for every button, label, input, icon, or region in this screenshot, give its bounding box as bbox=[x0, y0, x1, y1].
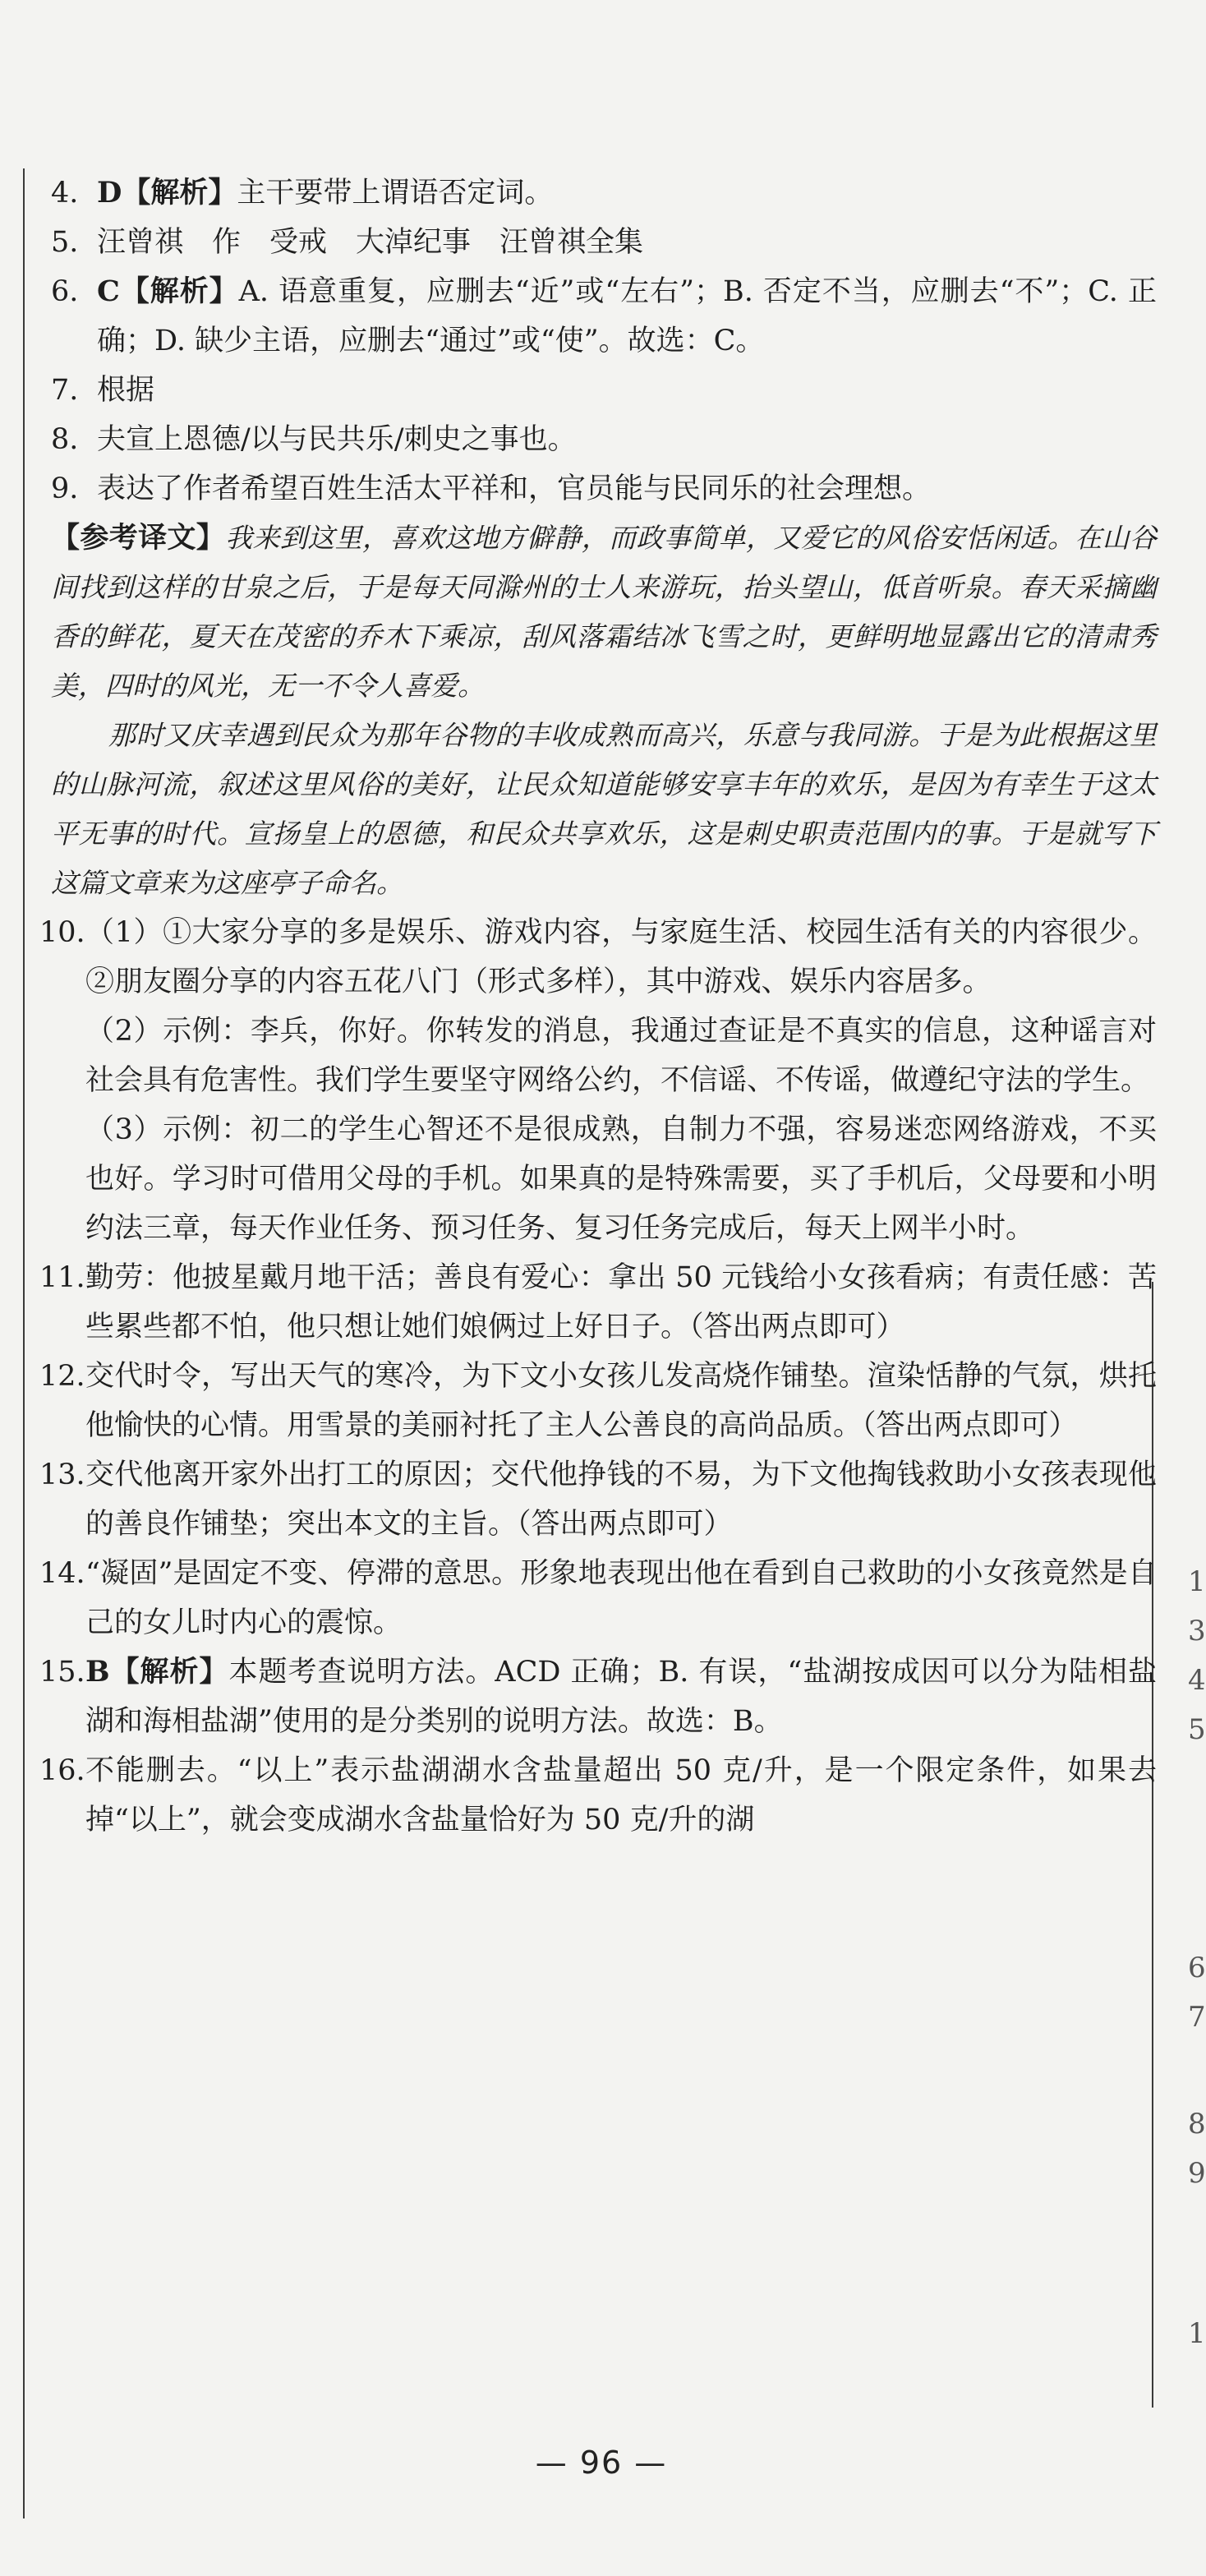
item-number: 6. bbox=[51, 275, 79, 308]
item-text: 汪曾祺 作 受戒 大淖纪事 汪曾祺全集 bbox=[97, 226, 644, 259]
edge-digit: 7 bbox=[1188, 2001, 1206, 2034]
answer-item-5 bbox=[39, 218, 1157, 267]
item-text: 本题考查说明方法。ACD 正确；B. 有误，“盐湖按成因可以分为陆相盐湖和海相盐湖”使用的是分类别的说明方法。故选：B。 bbox=[85, 1656, 1157, 1738]
page-number: — 96 — bbox=[535, 2445, 668, 2481]
item-number: 7. bbox=[51, 374, 79, 407]
item-number: 11. bbox=[39, 1261, 85, 1294]
item-text: 根据 bbox=[97, 374, 155, 407]
item-text: 交代他离开家外出打工的原因；交代他挣钱的不易，为下文他掏钱救助小女孩表现他的善良作铺垫；突出本文的主旨。（答出两点即可） bbox=[85, 1459, 1157, 1541]
item-number: 5. bbox=[51, 226, 79, 259]
item-tag: B【解析】 bbox=[85, 1655, 229, 1689]
answer-item-14 bbox=[39, 1549, 1157, 1647]
edge-digit: 1 bbox=[1188, 2317, 1206, 2350]
answer-item-15 bbox=[39, 1647, 1157, 1746]
item-text: “凝固”是固定不变、停滞的意思。形象地表现出他在看到自己救助的小女孩竟然是自己的女儿时内心的震惊。 bbox=[85, 1557, 1157, 1639]
edge-digit: 6 bbox=[1188, 1952, 1206, 1984]
item-number: 12. bbox=[39, 1360, 85, 1393]
item-tag: C【解析】 bbox=[97, 274, 239, 308]
item-number: 8. bbox=[51, 423, 79, 456]
left-margin-rule bbox=[23, 168, 25, 2518]
item-text: 不能删去。“以上”表示盐湖湖水含盐量超出 50 克/升，是一个限定条件，如果去掉“以上”，就会变成湖水含盐量恰好为 50 克/升的湖 bbox=[85, 1754, 1157, 1836]
translation-label: 【参考译文】 bbox=[51, 521, 226, 555]
edge-digit: 8 bbox=[1188, 2108, 1206, 2141]
answer-item-13 bbox=[39, 1450, 1157, 1549]
edge-digit: 4 bbox=[1188, 1664, 1206, 1697]
edge-digit: 5 bbox=[1188, 1713, 1206, 1746]
answer-item-11 bbox=[39, 1253, 1157, 1352]
answer-item-16 bbox=[39, 1746, 1157, 1845]
answer-item-4 bbox=[39, 168, 1157, 218]
reference-translation bbox=[39, 514, 1157, 908]
answer-item-7 bbox=[39, 366, 1157, 415]
translation-paragraph-2: 那时又庆幸遇到民众为那年谷物的丰收成熟而高兴，乐意与我同游。于是为此根据这里的山脉河流，叙述这里风俗的美好，让民众知道能够安享丰年的欢乐，是因为有幸生于这太平无事的时代。宣扬皇上的恩德，和民众共享欢乐，这是刺史职责范围内的事。于是就写下这篇文章来为这座亭子命名。 bbox=[51, 719, 1157, 899]
item-10-part-2: （2）示例：李兵，你好。你转发的消息，我通过查证是不真实的信息，这种谣言对社会具有危害性。我们学生要坚守网络公约，不信谣、不传谣，做遵纪守法的学生。 bbox=[85, 1015, 1157, 1097]
edge-digit: 3 bbox=[1188, 1615, 1206, 1647]
item-10-part-3: （3）示例：初二的学生心智还不是很成熟，自制力不强，容易迷恋网络游戏，不买也好。学习时可借用父母的手机。如果真的是特殊需要，买了手机后，父母要和小明约法三章，每天作业任务、预习任务、复习任务完成后，每天上网半小时。 bbox=[85, 1113, 1157, 1245]
item-number: 14. bbox=[39, 1557, 85, 1590]
item-number: 9. bbox=[51, 472, 79, 505]
item-number: 4. bbox=[51, 177, 79, 210]
answer-item-9 bbox=[39, 464, 1157, 514]
item-text: 交代时令，写出天气的寒冷，为下文小女孩儿发高烧作铺垫。渲染恬静的气氛，烘托他愉快的心情。用雪景的美丽衬托了主人公善良的高尚品质。（答出两点即可） bbox=[85, 1360, 1157, 1442]
translation-paragraph-1: 我来到这里，喜欢这地方僻静，而政事简单，又爱它的风俗安恬闲适。在山谷间找到这样的甘泉之后，于是每天同滁州的士人来游玩，抬头望山，低首听泉。春天采摘幽香的鲜花，夏天在茂密的乔木下乘凉，刮风落霜结冰飞雪之时，更鲜明地显露出它的清肃秀美，四时的风光，无一不令人喜爱。 bbox=[51, 522, 1157, 702]
item-number: 16. bbox=[39, 1754, 85, 1787]
item-10-part-1: （1）①大家分享的多是娱乐、游戏内容，与家庭生活、校园生活有关的内容很少。②朋友圈分享的内容五花八门（形式多样），其中游戏、娱乐内容居多。 bbox=[85, 916, 1157, 998]
answer-item-12 bbox=[39, 1352, 1157, 1450]
answer-item-8 bbox=[39, 415, 1157, 464]
item-number: 10. bbox=[39, 916, 85, 949]
item-text: 夫宣上恩德/以与民共乐/刺史之事也。 bbox=[97, 423, 577, 456]
item-number: 13. bbox=[39, 1459, 85, 1491]
item-text: 勤劳：他披星戴月地干活；善良有爱心：拿出 50 元钱给小女孩看病；有责任感：苦些累些都不怕，他只想让她们娘俩过上好日子。（答出两点即可） bbox=[85, 1261, 1157, 1343]
item-text: 主干要带上谓语否定词。 bbox=[237, 177, 554, 210]
item-number: 15. bbox=[39, 1656, 85, 1689]
edge-digit: 9 bbox=[1188, 2157, 1206, 2190]
answer-content bbox=[39, 168, 1157, 1845]
edge-digit: 1 bbox=[1188, 1565, 1206, 1598]
item-text: 表达了作者希望百姓生活太平祥和，官员能与民同乐的社会理想。 bbox=[97, 472, 932, 505]
item-tag: D【解析】 bbox=[97, 176, 237, 210]
answer-item-6 bbox=[39, 267, 1157, 366]
item-text: A. 语意重复，应删去“近”或“左右”；B. 否定不当，应删去“不”；C. 正确；D. 缺少主语，应删去“通过”或“使”。故选：C。 bbox=[97, 275, 1157, 357]
answer-item-10 bbox=[39, 908, 1157, 1253]
